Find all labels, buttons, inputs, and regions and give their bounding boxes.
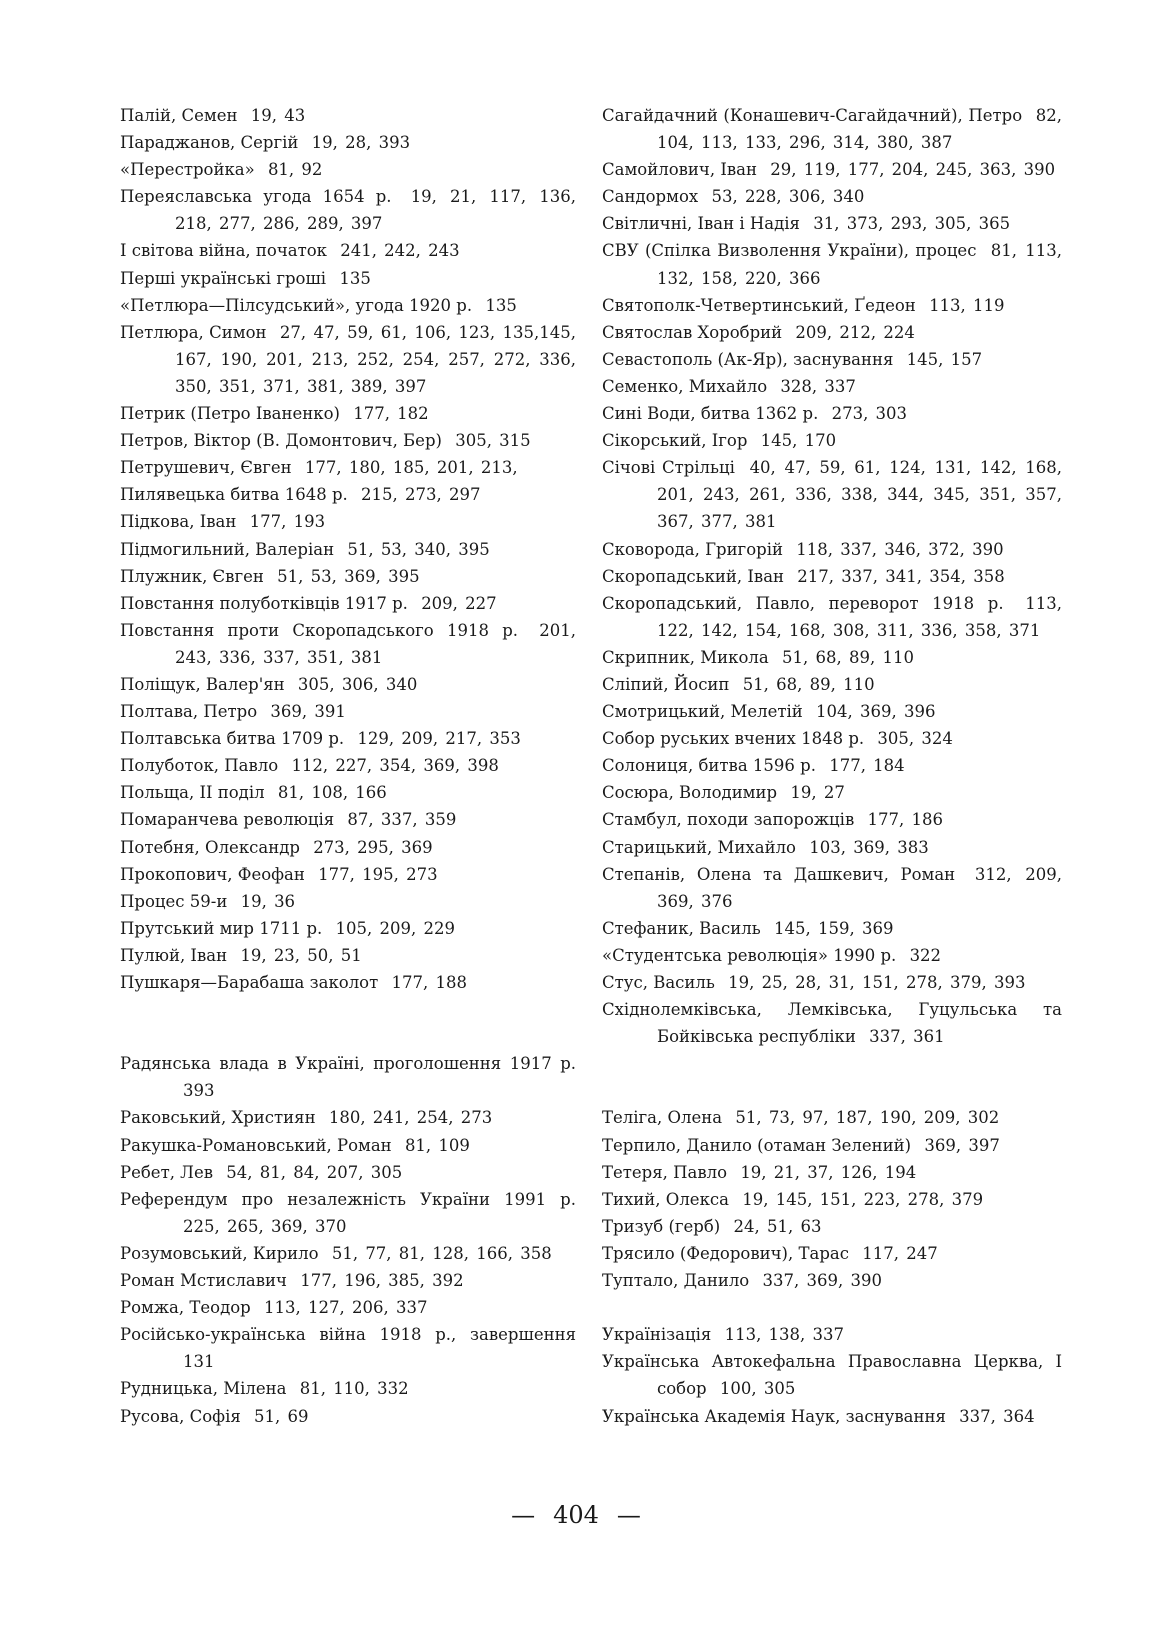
entry-title: «Перестройка» [120,160,255,180]
index-entry [120,1403,576,1430]
entry-title: Перші українські гроші [120,268,327,288]
entry-title: Українська Автокефальна Православна Церква, І собор [602,1352,1062,1399]
entry-pages: 51, 53, 369, 395 [277,566,420,586]
entry-pages: 19, 36 [240,891,296,911]
index-entry [120,861,576,888]
entry-pages: 217, 337, 341, 354, 358 [797,566,1005,586]
entry-title: Полтавська битва 1709 р. [120,729,345,749]
entry-title: Самойлович, Іван [602,160,757,180]
entry-pages: 225, 265, 369, 370 [183,1216,347,1236]
entry-pages: 81, 109 [404,1135,470,1155]
index-entry [120,1159,576,1186]
entry-pages: 113, 122, 142, 154, 168, 308, 311, 336, 358, 371 [657,593,1062,640]
index-column-left [120,102,576,1430]
entry-title: Прокопович, Феофан [120,864,305,884]
index-entry [602,942,1062,969]
index-entry [120,779,576,806]
index-entry [120,1267,576,1294]
entry-title: І світова війна, початок [120,241,327,261]
entry-title: Стус, Василь [602,973,715,992]
entry-pages: 337, 361 [869,1027,945,1047]
index-entry [120,1321,576,1375]
entry-pages: 177, 184 [829,756,905,776]
entry-pages: 81, 108, 166 [277,783,387,803]
entry-title: Святослав Хоробрий [602,322,783,342]
entry-title: Стефаник, Василь [602,918,761,938]
entry-pages: 40, 47, 59, 61, 124, 131, 142, 168, 201, 243, 261, 336, 338, 344, 345, 351, 357, 367, 377, 381 [657,458,1062,532]
entry-title: Радянська влада в Україні, проголошення 1917 р. [120,1054,576,1074]
entry-pages: 177, 196, 385, 392 [300,1271,464,1291]
index-entry [602,400,1062,427]
entry-pages: 113, 138, 337 [724,1325,845,1345]
entry-pages: 112, 227, 354, 369, 398 [291,756,499,776]
index-entry [602,1132,1062,1159]
index-entry [120,725,576,752]
index-entry [602,373,1062,400]
index-entry [602,1403,1062,1430]
index-entry [602,536,1062,563]
entry-title: Скрипник, Микола [602,647,769,667]
index-column-right [602,102,1062,1430]
entry-title: Солониця, битва 1596 р. [602,756,816,776]
entry-pages: 113, 127, 206, 337 [264,1298,428,1318]
index-entry [602,752,1062,779]
index-entry [120,265,576,292]
index-entry [120,508,576,535]
entry-title: Петлюра, Симон [120,322,267,342]
entry-pages: 54, 81, 84, 207, 305 [226,1162,403,1182]
entry-title: Тетеря, Павло [602,1162,728,1182]
entry-pages: 209, 212, 224 [795,322,915,342]
index-entry [602,454,1062,535]
page-number: 404 [553,1501,599,1529]
section-gap [602,1294,1062,1321]
entry-pages: 328, 337 [780,376,856,396]
entry-title: Степанів, Олена та Дашкевич, Роман [602,864,956,884]
entry-pages: 135 [485,295,517,315]
index-entry [120,617,576,671]
entry-title: Ракушка-Романовський, Роман [120,1135,392,1155]
entry-pages: 369, 397 [924,1135,1000,1155]
entry-title: Польща, ІІ поділ [120,783,265,803]
index-entry [120,237,576,264]
entry-title: Січові Стрільці [602,458,735,478]
page-footer [0,1500,1152,1530]
entry-title: Пулюй, Іван [120,945,228,965]
entry-title: Процес 59-и [120,891,228,911]
entry-pages: 104, 369, 396 [816,702,936,722]
entry-title: Пилявецька битва 1648 р. [120,485,348,505]
index-entry [602,319,1062,346]
entry-pages: 81, 113, 132, 158, 220, 366 [657,241,1062,288]
entry-pages: 322 [909,945,942,965]
entry-pages: 113, 119 [929,295,1005,315]
entry-pages: 19, 25, 28, 31, 151, 278, 379, 393 [728,973,1026,992]
entry-pages: 177, 193 [249,512,326,532]
entry-pages: 177, 186 [867,810,943,830]
entry-title: Плужник, Євген [120,566,264,586]
entry-title: Собор руських вчених 1848 р. [602,729,865,749]
index-entry [120,1132,576,1159]
entry-pages: 51, 77, 81, 128, 166, 358 [331,1243,552,1263]
entry-pages: 118, 337, 346, 372, 390 [796,539,1004,559]
entry-title: Східнолемківська, Лемківська, Гуцульська та Бойківська республіки [602,1000,1062,1047]
index-entry [120,969,576,996]
entry-pages: 81, 92 [267,160,323,180]
entry-title: Розумовський, Кирило [120,1243,319,1263]
entry-title: Петрик (Петро Іваненко) [120,404,340,424]
index-entry [602,427,1062,454]
entry-pages: 82, 104, 113, 133, 296, 314, 380, 387 [657,106,1062,153]
index-entry [602,671,1062,698]
entry-pages: 51, 68, 89, 110 [782,647,914,667]
index-entry [602,1213,1062,1240]
index-entry [602,563,1062,590]
entry-pages: 19, 43 [250,106,306,125]
index-entry [602,1267,1062,1294]
entry-title: Петров, Віктор (В. Домонтович, Бер) [120,431,442,451]
index-entry [120,129,576,156]
entry-title: Роман Мстиславич [120,1271,287,1291]
entry-pages: 24, 51, 63 [733,1216,822,1236]
entry-pages: 27, 47, 59, 61, 106, 123, 135,145, 167, 190, 201, 213, 252, 254, 257, 272, 336, 350, 351, 371, 381, 389, 397 [175,322,577,396]
entry-pages: 129, 209, 217, 353 [357,729,521,749]
entry-title: Семенко, Михайло [602,376,768,396]
entry-title: Російсько-українська війна 1918 р., завершення [120,1325,576,1345]
index-entry [120,1294,576,1321]
entry-title: Переяславська угода 1654 р. [120,187,392,207]
entry-pages: 177, 188 [391,973,467,992]
entry-pages: 305, 324 [877,729,953,749]
entry-title: Скоропадський, Павло, переворот 1918 р. [602,593,1004,613]
index-entry [120,1240,576,1267]
index-entry [602,996,1062,1050]
index-entry [120,671,576,698]
entry-title: Ребет, Лев [120,1162,214,1182]
entry-pages: 369, 391 [270,702,346,722]
entry-title: СВУ (Спілка Визволення України), процес [602,241,977,261]
entry-pages: 117, 247 [862,1243,938,1263]
entry-pages: 177, 182 [353,404,429,424]
footer-dash-right: — [616,1501,641,1529]
entry-pages: 145, 170 [760,431,837,451]
index-entry [120,454,576,481]
entry-pages: 209, 227 [421,593,497,613]
index-entry [602,1348,1062,1402]
entry-title: Сосюра, Володимир [602,783,778,803]
entry-pages: 19, 28, 393 [311,133,411,153]
entry-pages: 131 [183,1352,215,1372]
entry-title: Пушкаря—Барабаша заколот [120,973,379,992]
index-entry [602,698,1062,725]
entry-pages: 145, 159, 369 [773,918,894,938]
entry-title: Референдум про незалежність України 1991 р. [120,1189,576,1209]
entry-title: Полтава, Петро [120,702,258,722]
entry-title: Теліга, Олена [602,1108,723,1128]
index-entry [120,156,576,183]
entry-pages: 51, 73, 97, 187, 190, 209, 302 [735,1108,1000,1128]
index-entry [602,834,1062,861]
index-entry [602,806,1062,833]
entry-pages: 87, 337, 359 [347,810,457,830]
index-entry [602,102,1062,156]
entry-title: Старицький, Михайло [602,837,796,857]
index-entry [602,1321,1062,1348]
index-entry [120,915,576,942]
index-entry [120,942,576,969]
index-entry [120,400,576,427]
entry-pages: 51, 53, 340, 395 [347,539,490,559]
index-entry [602,1159,1062,1186]
entry-title: Сікорський, Ігор [602,431,748,451]
entry-title: Українська Академія Наук, заснування [602,1406,946,1426]
entry-pages: 19, 145, 151, 223, 278, 379 [742,1189,984,1209]
entry-pages: 393 [183,1081,215,1101]
entry-pages: 177, 195, 273 [318,864,438,884]
entry-title: Сандормох [602,187,699,207]
index-entry [120,319,576,400]
entry-title: Потебня, Олександр [120,837,300,857]
entry-pages: 273, 295, 369 [313,837,433,857]
entry-title: Українізація [602,1325,712,1345]
entry-pages: 103, 369, 383 [809,837,929,857]
entry-title: Параджанов, Сергій [120,133,299,153]
entry-pages: 305, 306, 340 [297,674,418,694]
entry-pages: 241, 242, 243 [340,241,460,261]
entry-title: Сковорода, Григорій [602,539,783,559]
entry-title: Поліщук, Валер'ян [120,674,285,694]
entry-pages: 19, 21, 37, 126, 194 [740,1162,917,1182]
index-entry [120,806,576,833]
entry-title: Полуботок, Павло [120,756,279,776]
index-entry [120,427,576,454]
entry-pages: 273, 303 [831,404,908,424]
index-entry [120,563,576,590]
entry-title: Смотрицький, Мелетій [602,702,803,722]
footer-dash-left: — [511,1501,536,1529]
entry-pages: 312, 209, 369, 376 [657,864,1062,911]
section-gap [120,996,576,1050]
entry-title: Терпило, Данило (отаман Зелений) [602,1135,912,1155]
entry-title: Повстання проти Скоропадського 1918 р. [120,620,519,640]
entry-pages: 100, 305 [719,1379,796,1399]
index-entry [120,698,576,725]
index-entry [602,237,1062,291]
index-entry [120,1186,576,1240]
entry-title: Підмогильний, Валеріан [120,539,335,559]
entry-pages: 53, 228, 306, 340 [711,187,865,207]
entry-title: Палій, Семен [120,106,238,125]
entry-pages: 215, 273, 297 [361,485,481,505]
entry-title: Раковський, Християн [120,1108,316,1128]
index-entry [602,292,1062,319]
entry-title: Стамбул, походи запорожців [602,810,855,830]
index-entry [602,210,1062,237]
entry-pages: 305, 315 [455,431,531,451]
index-entry [120,834,576,861]
entry-pages: 19, 21, 117, 136, 218, 277, 286, 289, 397 [175,187,576,234]
index-entry [120,590,576,617]
entry-title: Тихий, Олекса [602,1189,729,1209]
index-entry [602,969,1062,996]
entry-title: Підкова, Іван [120,512,237,532]
entry-pages: 135 [339,268,371,288]
entry-title: Повстання полуботківців 1917 р. [120,593,408,613]
index-entry [602,915,1062,942]
entry-title: «Петлюра—Пілсудський», угода 1920 р. [120,295,473,315]
entry-pages: 180, 241, 254, 273 [328,1108,493,1128]
index-entry [602,644,1062,671]
entry-title: Сліпий, Йосип [602,674,730,694]
index-entry [120,292,576,319]
index-entry [602,1104,1062,1131]
entry-title: Русова, Софія [120,1406,241,1426]
index-entry [120,1375,576,1402]
entry-title: «Студентська революція» 1990 р. [602,945,897,965]
index-entry [602,1186,1062,1213]
index-entry [602,590,1062,644]
entry-title: Світличні, Іван і Надія [602,214,800,234]
entry-pages: 51, 68, 89, 110 [742,674,875,694]
index-entry [602,1240,1062,1267]
entry-pages: 51, 69 [254,1406,309,1426]
entry-pages: 29, 119, 177, 204, 245, 363, 390 [770,160,1056,180]
entry-title: Севастополь (Ак-Яр), заснування [602,349,894,369]
entry-pages: 337, 364 [959,1406,1035,1426]
entry-title: Рудницька, Мілена [120,1379,287,1399]
entry-pages: 145, 157 [906,349,983,369]
entry-pages: 201, 243, 336, 337, 351, 381 [175,620,577,667]
index-entry [120,102,576,129]
entry-title: Трясило (Федорович), Тарас [602,1243,849,1263]
index-entry [120,1050,576,1104]
entry-title: Святополк-Четвертинський, Ґедеон [602,295,916,315]
entry-title: Тризуб (герб) [602,1216,721,1236]
index-entry [602,156,1062,183]
entry-title: Прутський мир 1711 р. [120,918,323,938]
section-gap [602,1050,1062,1104]
index-entry [120,536,576,563]
entry-title: Сагайдачний (Конашевич-Сагайдачний), Петро [602,106,1023,125]
entry-title: Сині Води, битва 1362 р. [602,404,819,424]
entry-title: Туптало, Данило [602,1271,750,1291]
index-entry [602,725,1062,752]
entry-pages: 337, 369, 390 [762,1271,882,1291]
entry-title: Ромжа, Теодор [120,1298,251,1318]
entry-pages: 31, 373, 293, 305, 365 [813,214,1011,234]
entry-pages: 177, 180, 185, 201, 213, [304,458,518,478]
entry-title: Петрушевич, Євген [120,458,292,478]
index-entry [602,183,1062,210]
index-entry [120,752,576,779]
index-entry [120,481,576,508]
index-entry [602,861,1062,915]
entry-pages: 105, 209, 229 [335,918,455,938]
index-entry [602,779,1062,806]
index-entry [602,346,1062,373]
index-entry [120,888,576,915]
entry-pages: 19, 27 [790,783,845,803]
entry-title: Скоропадський, Іван [602,566,785,586]
entry-pages: 19, 23, 50, 51 [240,945,362,965]
entry-pages: 81, 110, 332 [299,1379,409,1399]
entry-title: Помаранчева революція [120,810,335,830]
index-entry [120,183,576,237]
index-entry [120,1104,576,1131]
